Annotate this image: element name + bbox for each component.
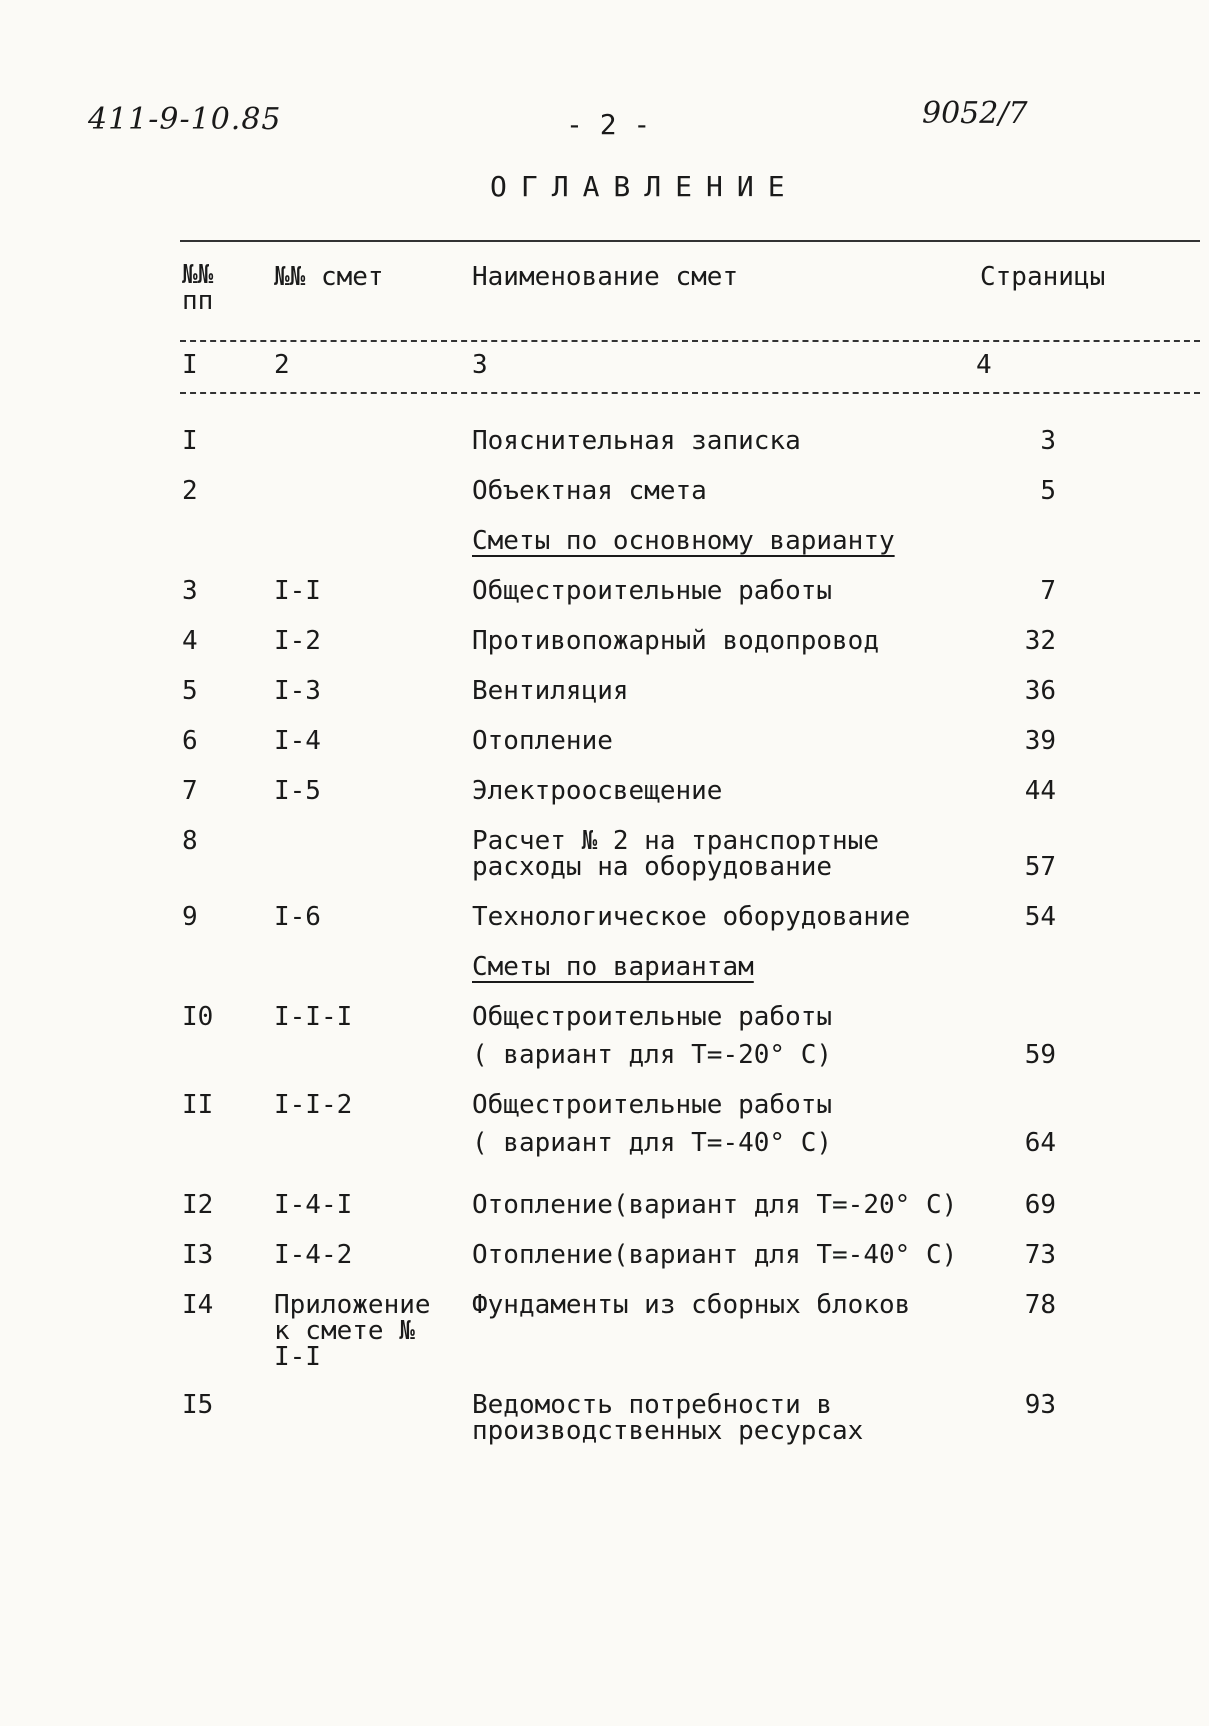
header-bottom-rule <box>180 340 1200 342</box>
row-number: I2 <box>182 1190 214 1220</box>
row-name: Противопожарный водопровод <box>472 626 879 656</box>
row-page: 69 <box>1024 1190 1056 1220</box>
column-number-2: 2 <box>274 350 290 380</box>
column-numbers-rule <box>180 392 1200 394</box>
row-page: 7 <box>1040 576 1056 606</box>
row-page: 44 <box>1024 776 1056 806</box>
row-name: Вентиляция <box>472 676 629 706</box>
row-page: 57 <box>1024 852 1056 882</box>
row-estimate-no: I-2 <box>274 626 321 656</box>
column-header-estimate-no: №№ смет <box>274 262 384 292</box>
row-page: 59 <box>1024 1040 1056 1070</box>
page-number: - 2 - <box>566 108 651 141</box>
row-name: Общестроительные работы <box>472 1002 833 1032</box>
row-number: 2 <box>182 476 198 506</box>
row-name: расходы на оборудование <box>472 852 833 882</box>
row-number: I5 <box>182 1390 214 1420</box>
row-name: Электроосвещение <box>472 776 723 806</box>
row-page: 3 <box>1040 426 1056 456</box>
row-estimate-no: I-6 <box>274 902 321 932</box>
row-estimate-no: I-I-I <box>274 1002 353 1032</box>
row-name: Общестроительные работы <box>472 576 833 606</box>
row-page: 64 <box>1024 1128 1056 1158</box>
section-heading: Сметы по основному варианту <box>472 526 895 556</box>
row-number: I <box>182 426 198 456</box>
row-estimate-no: I-4-2 <box>274 1240 353 1270</box>
row-estimate-no: I-4 <box>274 726 321 756</box>
column-header-no-line1: №№ <box>182 260 214 290</box>
row-page: 93 <box>1024 1390 1056 1420</box>
row-name: Отопление(вариант для Т=-40° С) <box>472 1240 958 1270</box>
row-number: I4 <box>182 1290 214 1320</box>
row-name: ( вариант для Т=-20° С) <box>472 1040 833 1070</box>
row-number: 6 <box>182 726 198 756</box>
section-heading: Сметы по вариантам <box>472 952 754 982</box>
row-number: I0 <box>182 1002 214 1032</box>
row-name: Пояснительная записка <box>472 426 801 456</box>
row-name: производственных ресурсах <box>472 1416 864 1446</box>
row-estimate-no: I-4-I <box>274 1190 353 1220</box>
row-name: Ведомость потребности в <box>472 1390 833 1420</box>
row-name: Отопление(вариант для Т=-20° С) <box>472 1190 958 1220</box>
row-estimate-no: I-3 <box>274 676 321 706</box>
row-number: 4 <box>182 626 198 656</box>
row-number: II <box>182 1090 214 1120</box>
row-number: 5 <box>182 676 198 706</box>
row-page: 73 <box>1024 1240 1056 1270</box>
row-name: ( вариант для Т=-40° С) <box>472 1128 833 1158</box>
row-number: 7 <box>182 776 198 806</box>
column-number-3: 3 <box>472 350 488 380</box>
row-number: 3 <box>182 576 198 606</box>
row-name: Объектная смета <box>472 476 707 506</box>
row-page: 5 <box>1040 476 1056 506</box>
row-estimate-no: Приложение к смете № I-I <box>274 1290 431 1372</box>
column-number-1: I <box>182 350 198 380</box>
row-page: 39 <box>1024 726 1056 756</box>
table-top-rule <box>180 240 1200 242</box>
row-page: 32 <box>1024 626 1056 656</box>
row-number: I3 <box>182 1240 214 1270</box>
column-header-no <box>182 262 213 314</box>
column-header-pages: Страницы <box>980 262 1106 292</box>
row-page: 54 <box>1024 902 1056 932</box>
column-number-4: 4 <box>976 350 992 380</box>
row-estimate-no: I-I-2 <box>274 1090 353 1120</box>
row-number: 8 <box>182 826 198 856</box>
row-name: Фундаменты из сборных блоков <box>472 1290 911 1320</box>
row-name: Общестроительные работы <box>472 1090 833 1120</box>
column-header-name: Наименование смет <box>472 262 739 292</box>
row-name: Расчет № 2 на транспортные <box>472 826 879 856</box>
row-estimate-no: I-I <box>274 576 321 606</box>
row-number: 9 <box>182 902 198 932</box>
row-estimate-no: I-5 <box>274 776 321 806</box>
row-page: 78 <box>1024 1290 1056 1320</box>
row-page: 36 <box>1024 676 1056 706</box>
document-code: 411-9-10.85 <box>88 102 282 137</box>
column-header-no-line2: пп <box>182 286 214 316</box>
row-name: Технологическое оборудование <box>472 902 911 932</box>
sheet-code: 9052/7 <box>922 96 1028 131</box>
row-name: Отопление <box>472 726 613 756</box>
page-title: ОГЛАВЛЕНИЕ <box>490 170 799 203</box>
